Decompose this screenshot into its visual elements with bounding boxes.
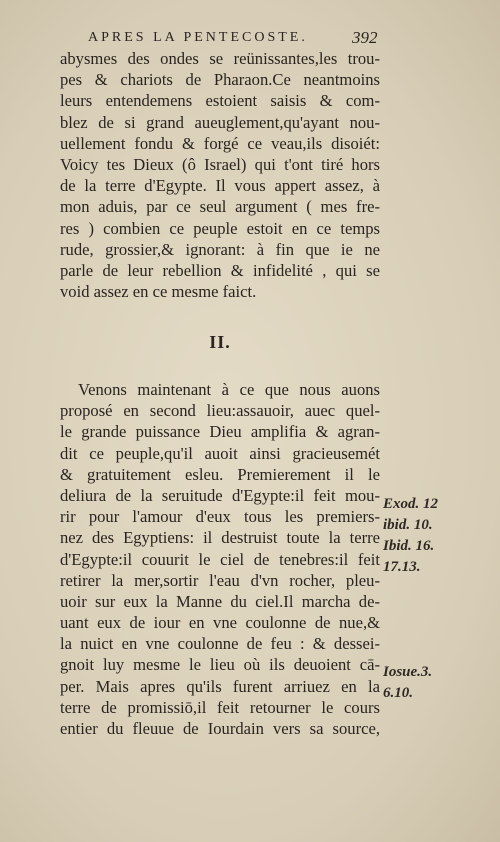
running-head: APRES LA PENTECOSTE.: [88, 30, 308, 45]
text-line: terre de promissiō,il feit retourner le cours: [60, 697, 380, 717]
margin-note: Exod. 12: [383, 496, 439, 512]
text-line: entier du fleuue de Iourdain vers sa source,: [60, 719, 380, 738]
text-line: per. Mais apres qu'ils furent arriuez en la: [60, 676, 380, 696]
text-line: le grande puissance Dieu amplifia & agran-: [60, 422, 380, 442]
text-line: blez de si grand aueuglement,qu'ayant nou-: [60, 112, 380, 132]
text-line: parle de leur rebellion & infidelité , qui se: [60, 260, 380, 280]
text-line: la nuict en vne coulonne de feu : & dessei-: [60, 634, 380, 654]
paragraph-2: [60, 379, 380, 739]
margin-note: 17.13.: [383, 559, 421, 575]
text-line: res ) combien ce peuple estoit en ce temps: [60, 218, 380, 238]
text-line: de la terre d'Egypte. Il vous appert assez, à: [60, 176, 380, 196]
text-line: pes & chariots de Pharaon.Ce neantmoins: [60, 70, 380, 90]
text-line: dit ce peuple,qu'il auoit ainsi gracieusemét: [60, 443, 380, 463]
text-line: Venons maintenant à ce que nous auons: [78, 380, 380, 399]
margin-note: Ibid. 16.: [383, 538, 435, 554]
section-heading: II.: [209, 332, 231, 352]
margin-note: 6.10.: [383, 685, 413, 701]
text-line: proposé en second lieu:assauoir, auec quel-: [60, 401, 380, 421]
text-line: leurs entendemens estoient saisis & com-: [60, 91, 380, 111]
text-line: uant eux de iour en vne coulonne de nue,&: [60, 613, 380, 633]
text-line: nez des Egyptiens: il destruist toute la terre: [60, 528, 380, 548]
text-line: & gratuitement esleu. Premierement il le: [60, 464, 380, 484]
text-line: abysmes des ondes se reünissantes,les trou-: [60, 49, 380, 68]
text-line: rude, grossier,& ignorant: à fin que ie ne: [60, 239, 380, 259]
text-line: mon aduis, par ce seul argument ( mes fre-: [60, 197, 380, 217]
text-line: retirer la mer,sortir l'eau d'vn rocher, pleu-: [60, 570, 380, 590]
margin-note: Iosue.3.: [383, 664, 433, 680]
text-line: void assez en ce mesme faict.: [60, 282, 257, 302]
text-line: deliura de la seruitude d'Egypte:il feit mou-: [60, 485, 380, 505]
margin-notes: [383, 494, 483, 704]
text-line: gnoit luy mesme le lieu où ils deuoient cā-: [60, 655, 380, 675]
text-line: rir pour l'amour d'eux tous les premiers-: [60, 507, 380, 527]
text-line: d'Egypte:il couurit le ciel de tenebres:il feit: [60, 549, 380, 569]
margin-note: ibid. 10.: [383, 517, 433, 533]
paragraph-1: [60, 48, 380, 302]
text-line: uoir sur eux la Manne du ciel.Il marcha de-: [60, 591, 380, 611]
text-line: uellement fondu & forgé ce veau,ils disoiét:: [60, 133, 380, 153]
page-number: 392: [352, 28, 378, 47]
text-line: Voicy tes Dieux (ô Israel) qui t'ont tiré hors: [60, 154, 380, 174]
